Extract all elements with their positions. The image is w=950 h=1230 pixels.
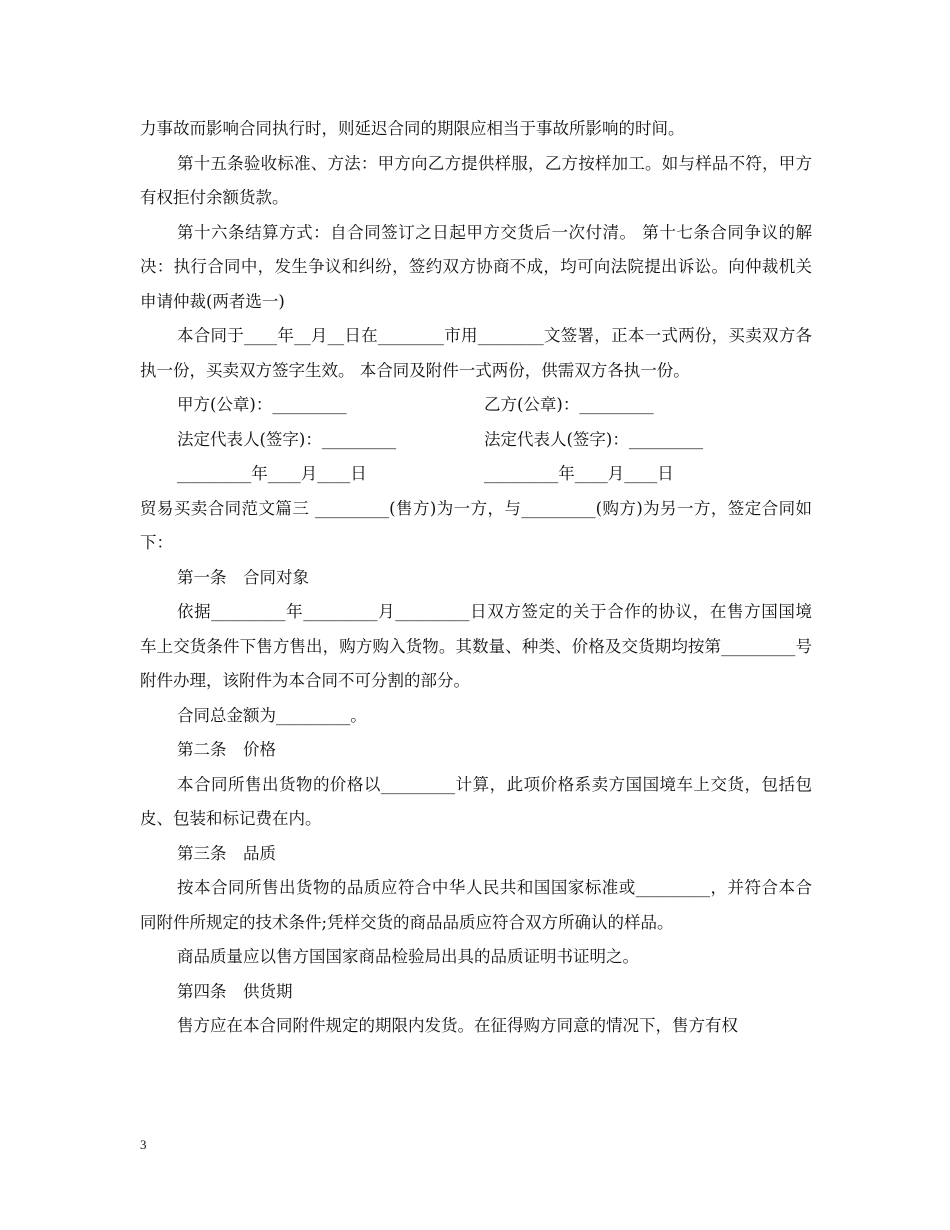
paragraph: 依据_________年_________月_________日双方签定的关于合作的协议，在售方国国境车上交货条件下售方售出，购方购入货物。其数量、种类、价格及交货期均按第_________号附件办理，该附件为本合同不可分割的部分。 (140, 602, 812, 690)
paragraph: 第十五条验收标准、方法：甲方向乙方提供样服，乙方按样加工。如与样品不符，甲方有权拒付余额货款。 (140, 153, 812, 207)
party-a-signature-field: _________年____月____日 (177, 464, 367, 483)
party-b-signature-field: 法定代表人(签字)：_________ (484, 429, 704, 449)
paragraph: 商品质量应以售方国国家商品检验局出具的品质证明书证明之。 (177, 947, 639, 966)
paragraph: 第一条 合同对象 (177, 567, 309, 587)
paragraph: 合同总金额为_________。 (177, 705, 367, 725)
signature-block (140, 388, 812, 492)
party-a-signature-field: 法定代表人(签字)：_________ (177, 429, 397, 449)
paragraph: 按本合同所售出货物的品质应符合中华人民共和国国家标准或_________，并符合本合同附件所规定的技术条件;凭样交货的商品品质应符合双方所确认的样品。 (140, 878, 812, 932)
paragraphs-before-signature (140, 112, 812, 388)
paragraph: 第三条 品质 (177, 843, 276, 863)
paragraph: 本合同于____年__月__日在________市用________文签署，正本一式两份，买卖双方各执一份，买卖双方签字生效。 本合同及附件一式两份，供需双方各执一份。 (140, 326, 812, 380)
paragraph: 力事故而影响合同执行时，则延迟合同的期限应相当于事故所影响的时间。 (140, 119, 685, 138)
paragraph: 售方应在本合同附件规定的期限内发货。在征得购方同意的情况下，售方有权 (177, 1016, 738, 1035)
signature-row (140, 457, 812, 492)
signature-row (140, 388, 812, 423)
paragraph: 本合同所售出货物的价格以_________计算，此项价格系卖方国国境车上交货，包括包皮、包装和标记费在内。 (140, 774, 812, 828)
signature-row (140, 423, 812, 458)
paragraphs-after-signature (140, 492, 812, 1044)
party-a-signature-field: 甲方(公章)：_________ (177, 395, 347, 414)
paragraph: 第十六条结算方式：自合同签订之日起甲方交货后一次付清。 第十七条合同争议的解决：执行合同中，发生争议和纠纷，签约双方协商不成，均可向法院提出诉讼。向仲裁机关申请仲裁(两者选一) (140, 222, 812, 311)
paragraph: 第四条 供货期 (177, 981, 293, 1001)
page-number: 3 (140, 1137, 147, 1152)
paragraph: 贸易买卖合同范文篇三 _________(售方)为一方，与_________(购方)为另一方，签定合同如下： (140, 498, 812, 552)
document-body (140, 112, 812, 1044)
party-b-signature-field: 乙方(公章)：_________ (484, 395, 654, 414)
party-b-signature-field: _________年____月____日 (484, 464, 674, 483)
paragraph: 第二条 价格 (177, 740, 276, 759)
